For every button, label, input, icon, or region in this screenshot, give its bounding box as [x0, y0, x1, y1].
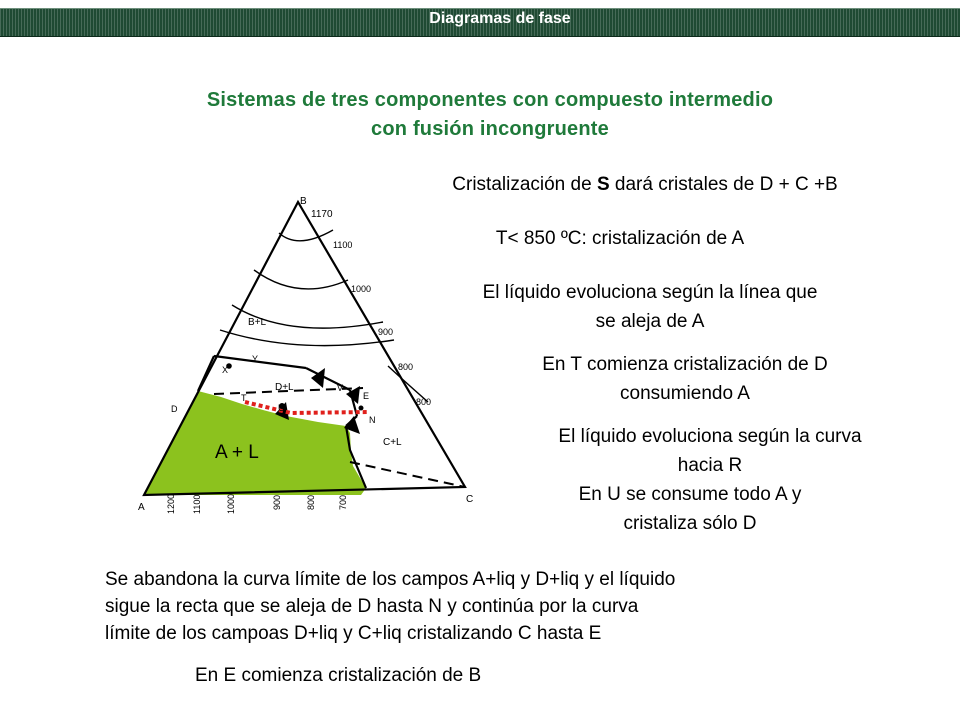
note-t850: T< 850 ºC: cristalización de A [495, 228, 745, 249]
vertex-c-label: C [466, 494, 474, 505]
note-crystallization-bold: S [596, 174, 610, 195]
point-label-n: N [369, 415, 376, 425]
ternary-phase-diagram [128, 190, 480, 520]
isotherm-label-800-b: 800 [398, 362, 414, 372]
isotherm-label-900-b: 900 [378, 327, 394, 337]
point-label-t: T [241, 393, 247, 403]
base-label-1100: 1100 [192, 494, 202, 514]
point-label-e: E [363, 391, 370, 401]
note-u-line-2: cristaliza sólo D [623, 513, 757, 534]
note-paragraph-line-1: Se abandona la curva límite de los campos A+liq y D+liq y el líquido [105, 569, 676, 590]
slide-title-line-1: Sistemas de tres componentes con compuesto intermedio [206, 89, 774, 111]
point-label-x: X [222, 365, 229, 375]
note-t-start [470, 350, 900, 408]
base-label-1000: 1000 [226, 493, 236, 514]
note-t-start-line-2: consumiendo A [620, 383, 750, 404]
point-label-u: U [278, 403, 285, 413]
vertex-b-label: B [300, 196, 307, 207]
vertex-a-label: A [138, 502, 145, 513]
base-label-700: 700 [338, 494, 348, 510]
header-title: Diagramas de fase [429, 10, 571, 27]
note-paragraph-line-3: límite de los campoas D+liq y C+liq cristalizando C hasta E [105, 623, 602, 644]
base-label-900: 900 [272, 494, 282, 510]
note-u-line-1: En U se consume todo A y [578, 484, 802, 505]
field-label-b-liquid: B+L [248, 317, 267, 328]
field-label-c-liquid: C+L [383, 437, 402, 448]
note-u [480, 480, 900, 538]
note-crystallization-prefix: Cristalización de [452, 174, 597, 195]
point-label-v: V [337, 383, 344, 393]
isotherm-label-1000: 1000 [351, 284, 372, 294]
field-label-a-liquid: A + L [215, 442, 259, 463]
note-e-start: En E comienza cristalización de B [195, 665, 482, 686]
isotherm-label-800-c: 800 [416, 397, 432, 407]
note-paragraph-line-2: sigue la recta que se aleja de D hasta N y continúa por la curva [105, 596, 639, 617]
note-liquid-curve-line-2: hacia R [677, 455, 743, 476]
slide-title-line-2: con fusión incongruente [371, 118, 609, 140]
note-liquid-line-1: El líquido evoluciona según la línea que [482, 282, 818, 303]
slide-title [140, 86, 840, 144]
note-paragraph [105, 566, 845, 647]
note-crystallization-suffix: dará cristales de D + C +B [609, 174, 838, 195]
base-label-1200: 1200 [166, 493, 176, 514]
note-liquid-line-2: se aleja de A [595, 311, 705, 332]
point-label-y: Y [252, 354, 259, 364]
base-label-800: 800 [306, 494, 316, 510]
vertex-b-temperature: 1170 [311, 209, 333, 220]
note-t-start-line-1: En T comienza cristalización de D [542, 354, 828, 375]
note-liquid-curve [480, 422, 940, 480]
field-label-d-liquid: D+L [275, 382, 294, 393]
point-label-d: D [171, 404, 178, 414]
isotherm-label-1100: 1100 [333, 240, 353, 250]
note-liquid-curve-line-1: El líquido evoluciona según la curva [558, 426, 862, 447]
